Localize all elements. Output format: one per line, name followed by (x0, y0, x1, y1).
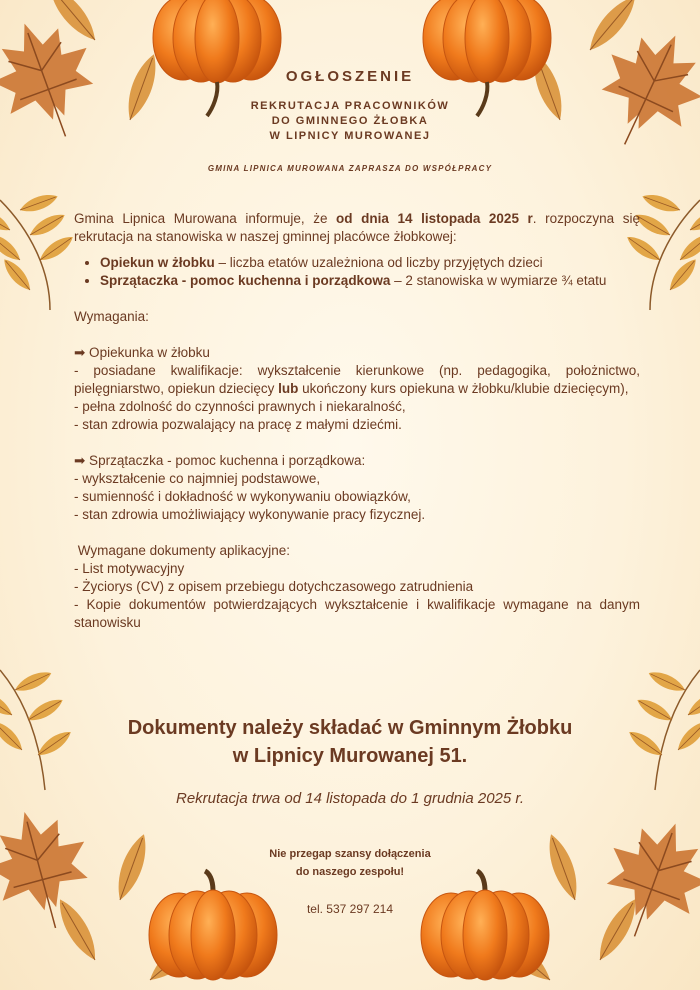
announcement-body (74, 210, 640, 632)
cleaner-requirement: - sumienność i dokładność w wykonywaniu obowiązków, (74, 489, 411, 504)
cleaner-heading: ➡ Sprzątaczka - pomoc kuchenna i porządkowa: (74, 453, 366, 468)
submission-line: w Lipnicy Murowanej 51. (232, 745, 468, 767)
caregiver-heading: ➡ Opiekunka w żłobku (74, 345, 210, 360)
announcement-title: OGŁOSZENIE (285, 68, 415, 85)
submission-info (0, 714, 700, 770)
document-item: - List motywacyjny (74, 561, 185, 576)
positions-list (74, 254, 640, 290)
caregiver-requirement: - stan zdrowia pozwalający na pracę z małymi dziećmi. (74, 417, 402, 432)
caregiver-requirement: - pełna zdolność do czynności prawnych i niekaralność, (74, 399, 406, 414)
closing-line: Nie przegap szansy dołączenia (269, 848, 431, 860)
position-details: – liczba etatów uzależniona od liczby przyjętych dzieci (214, 255, 543, 270)
qualifications-or: lub (278, 381, 299, 396)
cleaner-requirement: - wykształcenie co najmniej podstawowe, (74, 471, 321, 486)
qualifications-text: - posiadane kwalifikacje: wykształcenie kierunkowe (np. pedagogika, położnictwo, pielęgniarstwo, opiekun dziecięcy (74, 363, 640, 396)
invitation-line: GMINA LIPNICA MUROWANA ZAPRASZA DO WSPÓŁPRACY (207, 164, 493, 173)
recruitment-period: Rekrutacja trwa od 14 listopada do 1 grudnia 2025 r. (176, 790, 524, 807)
position-item (100, 254, 640, 272)
leaf-branch-left (0, 190, 76, 310)
requirements-heading: Wymagania: (74, 309, 149, 324)
position-name: Opiekun w żłobku (100, 255, 215, 270)
closing-message (0, 845, 700, 881)
document-item: - Życiorys (CV) z opisem przebiegu dotychczasowego zatrudnienia (74, 579, 474, 594)
subtitle-line: DO GMINNEGO ŻŁOBKA (271, 115, 429, 127)
position-details: – 2 stanowiska w wymiarze ¾ etatu (390, 273, 607, 288)
documents-heading: Wymagane dokumenty aplikacyjne: (74, 543, 290, 558)
pumpkin-bottom-left (149, 871, 277, 980)
position-item (100, 272, 640, 290)
document-item: - Kopie dokumentów potwierdzających wykształcenie i kwalifikacje wymagane na danym stanowisku (74, 597, 640, 630)
subtitle-line: REKRUTACJA PRACOWNIKÓW (250, 100, 450, 112)
caregiver-qualifications (74, 362, 640, 398)
position-name: Sprzątaczka - pomoc kuchenna i porządkowa (100, 273, 391, 288)
submission-line: Dokumenty należy składać w Gminnym Żłobku (127, 717, 573, 739)
closing-line: do naszego zespołu! (295, 866, 405, 878)
intro-text-end: . rozpoczyna się rekrutacja na stanowiska w naszej gminnej placówce żłobkowej: (74, 211, 641, 244)
cleaner-requirement: - stan zdrowia umożliwiający wykonywanie pracy fizycznej. (74, 507, 426, 522)
start-date: od dnia 14 listopada 2025 r (336, 211, 533, 226)
pumpkin-bottom-right (421, 871, 549, 980)
announcement-header (0, 68, 700, 173)
subtitle-line: W LIPNICY MUROWANEJ (269, 130, 431, 142)
intro-text: Gmina Lipnica Murowana informuje, że (74, 211, 337, 226)
phone-number: tel. 537 297 214 (306, 902, 394, 916)
intro-paragraph (74, 210, 640, 246)
recruitment-subtitle (0, 99, 700, 144)
qualifications-text-end: ukończony kurs opiekuna w żłobku/klubie dziecięcym), (298, 381, 629, 396)
